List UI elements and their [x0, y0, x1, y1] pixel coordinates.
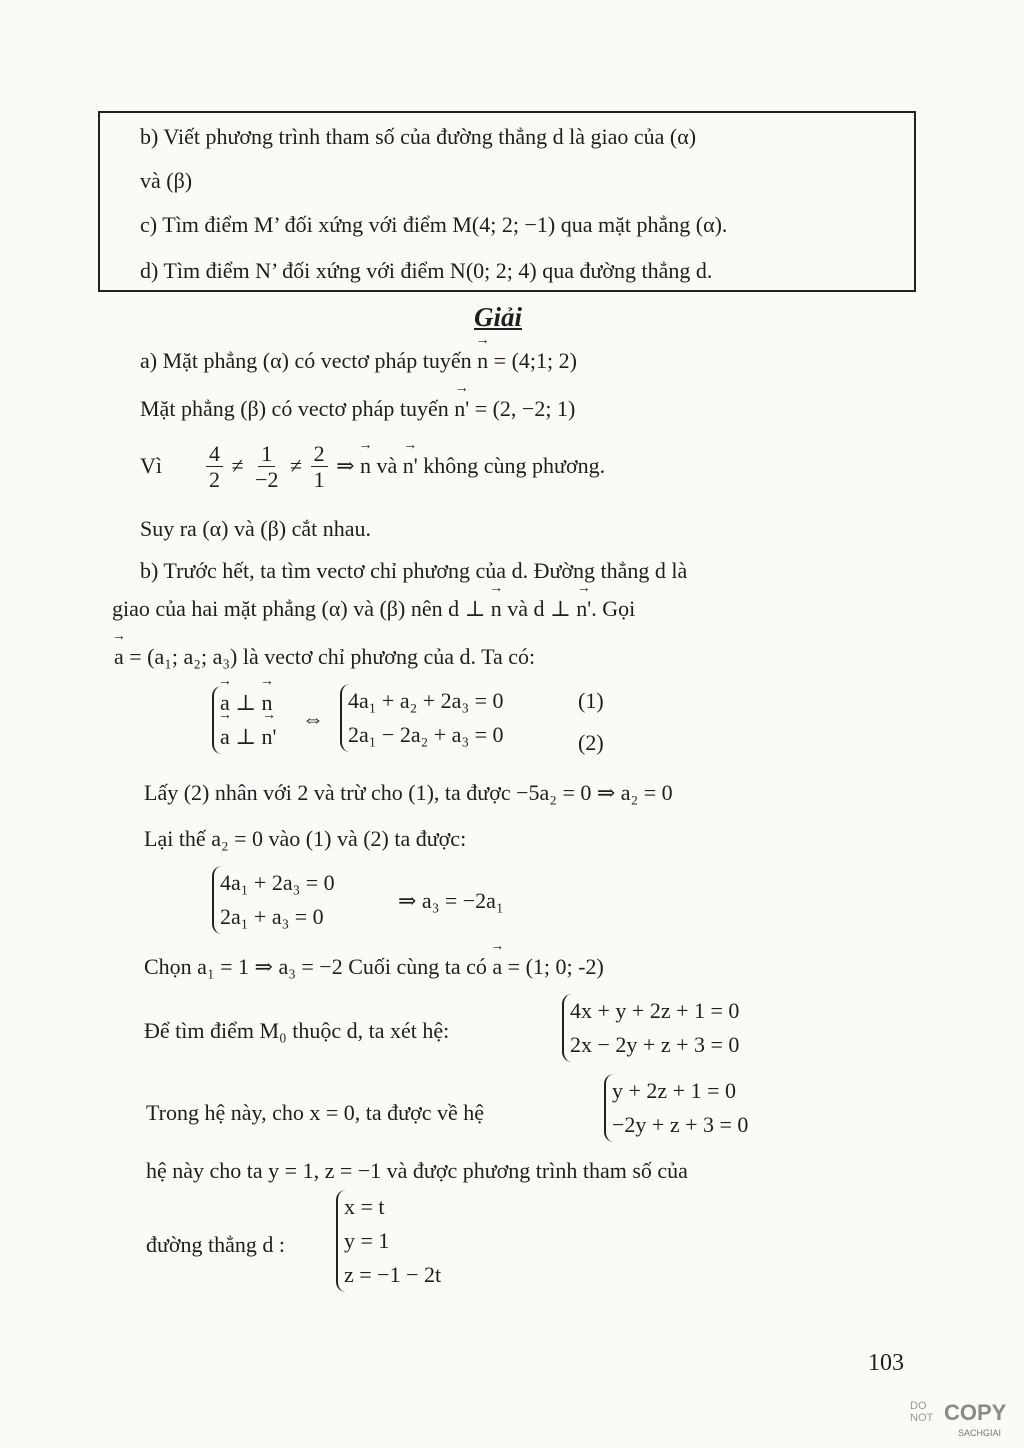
solution-b-line4: Lấy (2) nhân với 2 và trừ cho (1), ta được −5a₂ = 0 ⇒ a₂ = 0: [144, 780, 673, 805]
solution-a-line2: Mặt phẳng (β) có vectơ pháp tuyến → n' = (2, −2; 1): [140, 396, 575, 422]
solution-b-line6: Chọn a₁ = 1 ⇒ a₃ = −2 Cuối cùng ta có → a = (1; 0; -2): [144, 954, 604, 980]
page-number: 103: [868, 1350, 904, 1376]
watermark-logo: DO NOT COPY SACHGIAI: [910, 1400, 1007, 1438]
solution-b-line8: Trong hệ này, cho x = 0, ta được về hệ: [146, 1100, 484, 1125]
system-a1-a3: 4a₁ + 2a₃ = 0 2a₁ + a₃ = 0: [212, 866, 335, 934]
solution-b-line9: hệ này cho ta y = 1, z = −1 và được phương trình tham số của: [146, 1158, 688, 1183]
system-a1-a3-result: ⇒ a₃ = −2a₁: [398, 888, 504, 913]
vector-n: → n: [360, 453, 371, 479]
solution-a-line3: Vì $\frac{4}{2}$ ≠ $\frac{1}{-2}$ ≠ $\frac{2}{1}$ ⇒ → n và → n' không cùng phương.: [140, 442, 605, 494]
vector-n-prime: → n': [576, 596, 591, 622]
fraction-2-1: $\frac{2}{1}$: [311, 442, 328, 494]
iff-symbol: ⇔: [302, 706, 324, 731]
fraction-1-neg2: $\frac{1}{-2}$: [255, 441, 279, 493]
vector-a: → a: [114, 644, 124, 670]
solution-a-line1: a) Mặt phẳng (α) có vectơ pháp tuyến → n = (4;1; 2): [140, 348, 577, 374]
solution-b-line5: Lại thế a₂ = 0 vào (1) và (2) ta được:: [144, 826, 467, 851]
system-x-zero: y + 2z + 1 = 0 −2y + z + 3 = 0: [604, 1074, 748, 1142]
solution-heading: Giải: [474, 302, 523, 332]
problem-part-c: c) Tìm điểm M’ đối xứng với điểm M(4; 2; −1) qua mặt phẳng (α).: [140, 212, 728, 237]
vector-a: → a: [492, 954, 502, 980]
fraction-4-2: $\frac{4}{2}$: [206, 442, 223, 494]
equation-tag-1: (1): [578, 688, 604, 713]
equation-tag-2: (2): [578, 730, 604, 755]
system-perpendicular: → a ⊥ → n → a ⊥ → n': [212, 686, 276, 754]
parametric-equations: x = t y = 1 z = −1 − 2t: [336, 1190, 441, 1292]
solution-b-line2: giao của hai mặt phẳng (α) và (β) nên d ⊥ → n và d ⊥ → n'. Gọi: [112, 596, 635, 622]
solution-b-line1: b) Trước hết, ta tìm vectơ chỉ phương của d. Đường thẳng d là: [140, 558, 688, 583]
problem-part-b-line2: và (β): [140, 168, 193, 193]
vector-n-prime: → n': [403, 453, 418, 479]
problem-part-d: d) Tìm điểm N’ đối xứng với điểm N(0; 2; 4) qua đường thẳng d.: [140, 258, 713, 283]
solution-b-line3: → a = (a₁; a₂; a₃) là vectơ chỉ phương của d. Ta có:: [114, 644, 535, 670]
vector-n: → n: [477, 348, 488, 374]
solution-b-line7: Để tìm điểm M₀ thuộc d, ta xét hệ:: [144, 1018, 450, 1043]
problem-part-b-line1: b) Viết phương trình tham số của đường thẳng d là giao của (α): [140, 124, 697, 149]
vector-n: → n: [491, 596, 502, 622]
solution-a-line4: Suy ra (α) và (β) cắt nhau.: [140, 516, 372, 541]
system-equations-1-2: 4a₁ + a₂ + 2a₃ = 0 2a₁ − 2a₂ + a₃ = 0: [340, 684, 504, 752]
solution-b-line10: đường thẳng d :: [146, 1232, 286, 1257]
vector-n-prime: → n': [454, 396, 469, 422]
system-planes: 4x + y + 2z + 1 = 0 2x − 2y + z + 3 = 0: [562, 994, 739, 1062]
